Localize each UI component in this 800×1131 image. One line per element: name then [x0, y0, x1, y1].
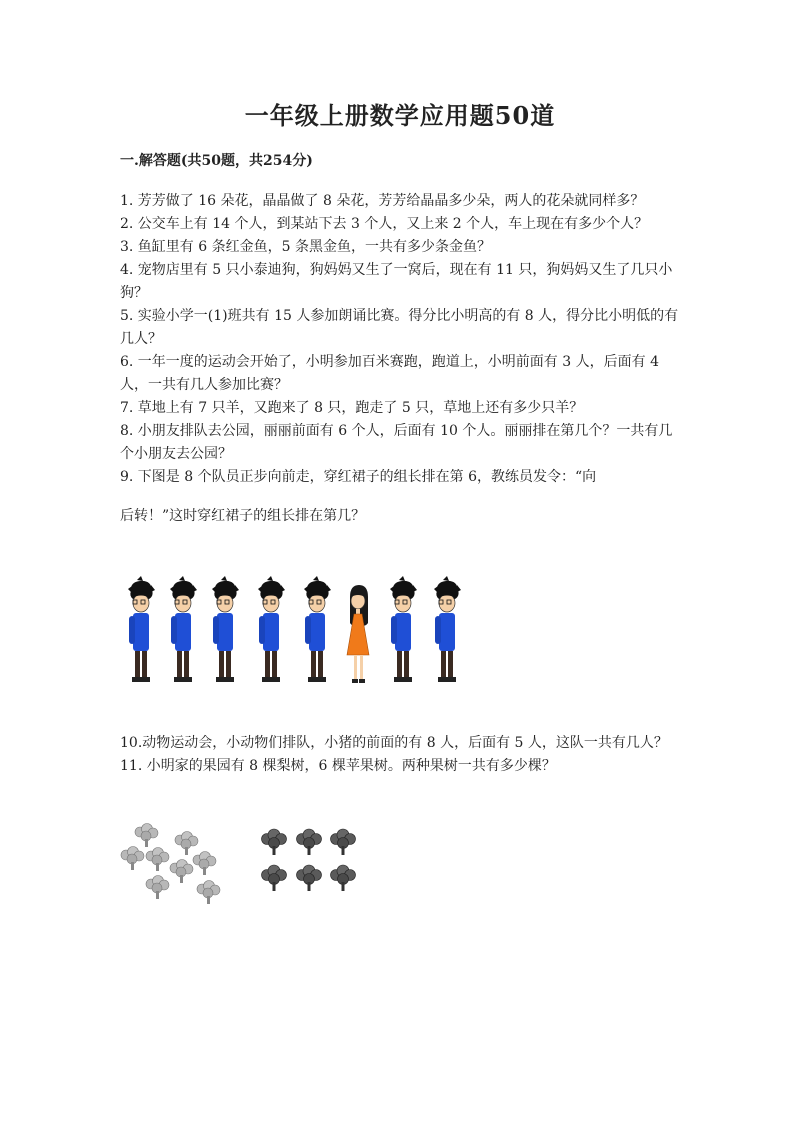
- question-9-line1: 9. 下图是 8 个队员正步向前走，穿红裙子的组长排在第 6，教练员发令：“向: [120, 469, 597, 485]
- girl-figure-leader: [347, 585, 369, 683]
- pear-tree-7: [146, 876, 169, 900]
- boy-figure-1: [128, 576, 155, 682]
- question-6: 6. 一年一度的运动会开始了，小明参加百米赛跑，跑道上，小明前面有 3 人，后面有 4 人，一共有几人参加比赛？: [120, 354, 659, 393]
- pear-tree-5: [193, 852, 216, 876]
- apple-tree-6: [331, 865, 356, 891]
- pear-tree-1: [135, 824, 158, 848]
- orchard-trees-illustration: [118, 822, 368, 912]
- question-7: 7. 草地上有 7 只羊，又跑来了 8 只，跑走了 5 只，草地上还有多少只羊？: [120, 400, 584, 416]
- question-3: 3. 鱼缸里有 6 条红金鱼，5 条黑金鱼，一共有多少条金鱼？: [120, 239, 491, 255]
- question-8: 8. 小朋友排队去公园，丽丽前面有 6 个人，后面有 10 个人。丽丽排在第几个？一共有几个小朋友去公园？: [120, 423, 673, 462]
- boy-figure-5: [304, 576, 331, 682]
- apple-tree-2: [297, 829, 322, 855]
- team-members-illustration: [122, 573, 472, 691]
- apple-tree-5: [297, 865, 322, 891]
- pear-tree-2: [175, 832, 198, 856]
- question-1: 1. 芳芳做了 16 朵花，晶晶做了 8 朵花，芳芳给晶晶多少朵，两人的花朵就同样多？: [120, 193, 645, 209]
- section-heading: 一.解答题(共50题，共254分): [120, 153, 313, 169]
- question-10: 10.动物运动会，小动物们排队，小猪的前面的有 8 人，后面有 5 人，这队一共有几人？: [120, 735, 668, 751]
- question-5: 5. 实验小学一(1)班共有 15 人参加朗诵比赛。得分比小明高的有 8 人，得分比小明低的有几人？: [120, 308, 679, 347]
- page-title: 一年级上册数学应用题50道: [244, 101, 556, 130]
- boy-figure-4: [258, 576, 285, 682]
- boy-figure-2: [170, 576, 197, 682]
- question-11: 11. 小明家的果园有 8 棵梨树，6 棵苹果树。两种果树一共有多少棵？: [120, 758, 556, 774]
- apple-tree-3: [331, 829, 356, 855]
- pear-tree-8: [197, 881, 220, 905]
- question-list: [120, 190, 685, 528]
- question-4: 4. 宠物店里有 5 只小泰迪狗，狗妈妈又生了一窝后，现在有 11 只，狗妈妈又生了几只小狗？: [120, 262, 673, 301]
- question-2: 2. 公交车上有 14 个人，到某站下去 3 个人，又上来 2 个人，车上现在有多少个人？: [120, 216, 649, 232]
- pear-tree-4: [146, 848, 169, 872]
- question-9-line2: 后转！”这时穿红裙子的组长排在第几？: [120, 508, 366, 524]
- apple-tree-4: [262, 865, 287, 891]
- boy-figure-3: [212, 576, 239, 682]
- boy-figure-7: [390, 576, 417, 682]
- apple-tree-1: [262, 829, 287, 855]
- pear-tree-3: [121, 847, 144, 871]
- question-list-continued: [120, 732, 685, 778]
- boy-figure-8: [434, 576, 461, 682]
- pear-tree-6: [170, 860, 193, 884]
